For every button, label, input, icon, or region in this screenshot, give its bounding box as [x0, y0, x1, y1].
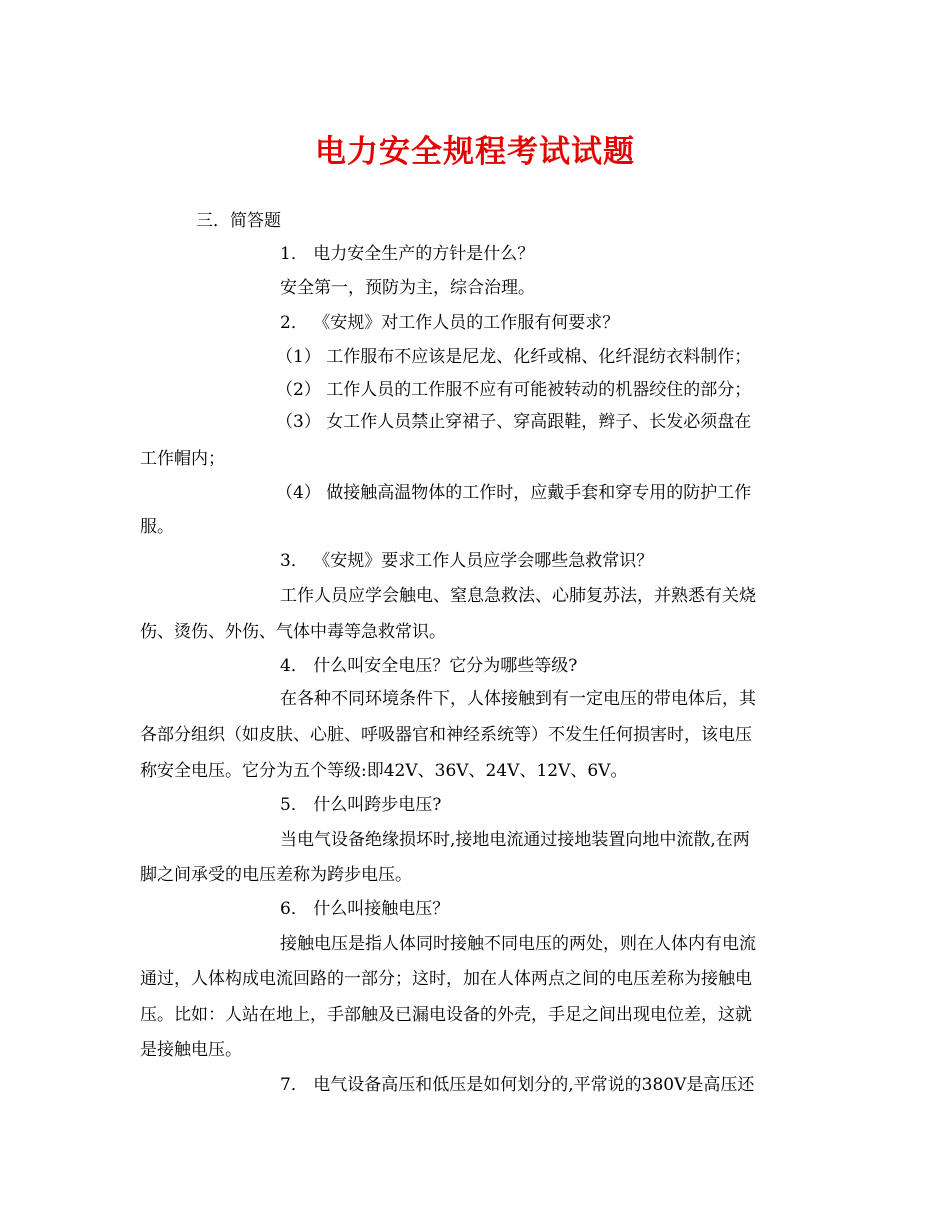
answer-3: 工作人员应学会触电、窒息急救法、心肺复苏法，并熟悉有关烧 [280, 586, 756, 606]
answer-4-cont-1: 各部分组织（如皮肤、心脏、呼吸器官和神经系统等）不发生任何损害时，该电压 [140, 725, 752, 745]
answer-2-item-3-cont: 工作帽内； [140, 449, 225, 469]
question-1: 1． 电力安全生产的方针是什么？ [280, 244, 535, 264]
answer-3-cont: 伤、烫伤、外伤、气体中毒等急救常识。 [140, 622, 446, 642]
section-heading: 三．简答题 [196, 211, 281, 231]
question-2: 2． 《安规》对工作人员的工作服有何要求？ [280, 313, 620, 333]
question-3: 3． 《安规》要求工作人员应学会哪些急救常识？ [280, 551, 654, 571]
answer-2-item-4: （4） 做接触高温物体的工作时，应戴手套和穿专用的防护工作 [276, 483, 752, 503]
answer-2-item-2: （2） 工作人员的工作服不应有可能被转动的机器绞住的部分； [276, 380, 752, 400]
question-7: 7． 电气设备高压和低压是如何划分的,平常说的380V是高压还 [280, 1075, 755, 1095]
answer-5-cont: 脚之间承受的电压差称为跨步电压。 [140, 865, 412, 885]
answer-5: 当电气设备绝缘损坏时,接地电流通过接地装置向地中流散,在两 [280, 830, 750, 850]
answer-6: 接触电压是指人体同时接触不同电压的两处，则在人体内有电流 [280, 934, 756, 954]
answer-2-item-1: （1） 工作服布不应该是尼龙、化纤或棉、化纤混纺衣料制作； [276, 347, 752, 367]
question-6: 6． 什么叫接触电压？ [280, 899, 450, 919]
answer-6-cont-2: 压。比如：人站在地上，手部触及已漏电设备的外壳，手足之间出现电位差，这就 [140, 1005, 752, 1025]
answer-2-item-4-cont: 服。 [140, 517, 174, 537]
answer-4-cont-2: 称安全电压。它分为五个等级:即42V、36V、24V、12V、6V。 [140, 761, 628, 781]
answer-6-cont-1: 通过，人体构成电流回路的一部分；这时，加在人体两点之间的电压差称为接触电 [140, 969, 752, 989]
question-4: 4． 什么叫安全电压？它分为哪些等级? [280, 656, 578, 676]
answer-2-item-3: （3） 女工作人员禁止穿裙子、穿高跟鞋，辫子、长发必须盘在 [276, 412, 752, 432]
document-title: 电力安全规程考试试题 [315, 134, 635, 170]
answer-6-cont-3: 是接触电压。 [140, 1040, 242, 1060]
question-5: 5． 什么叫跨步电压? [280, 795, 442, 815]
answer-4: 在各种不同环境条件下，人体接触到有一定电压的带电体后，其 [280, 689, 756, 709]
answer-1: 安全第一，预防为主，综合治理。 [280, 278, 535, 298]
